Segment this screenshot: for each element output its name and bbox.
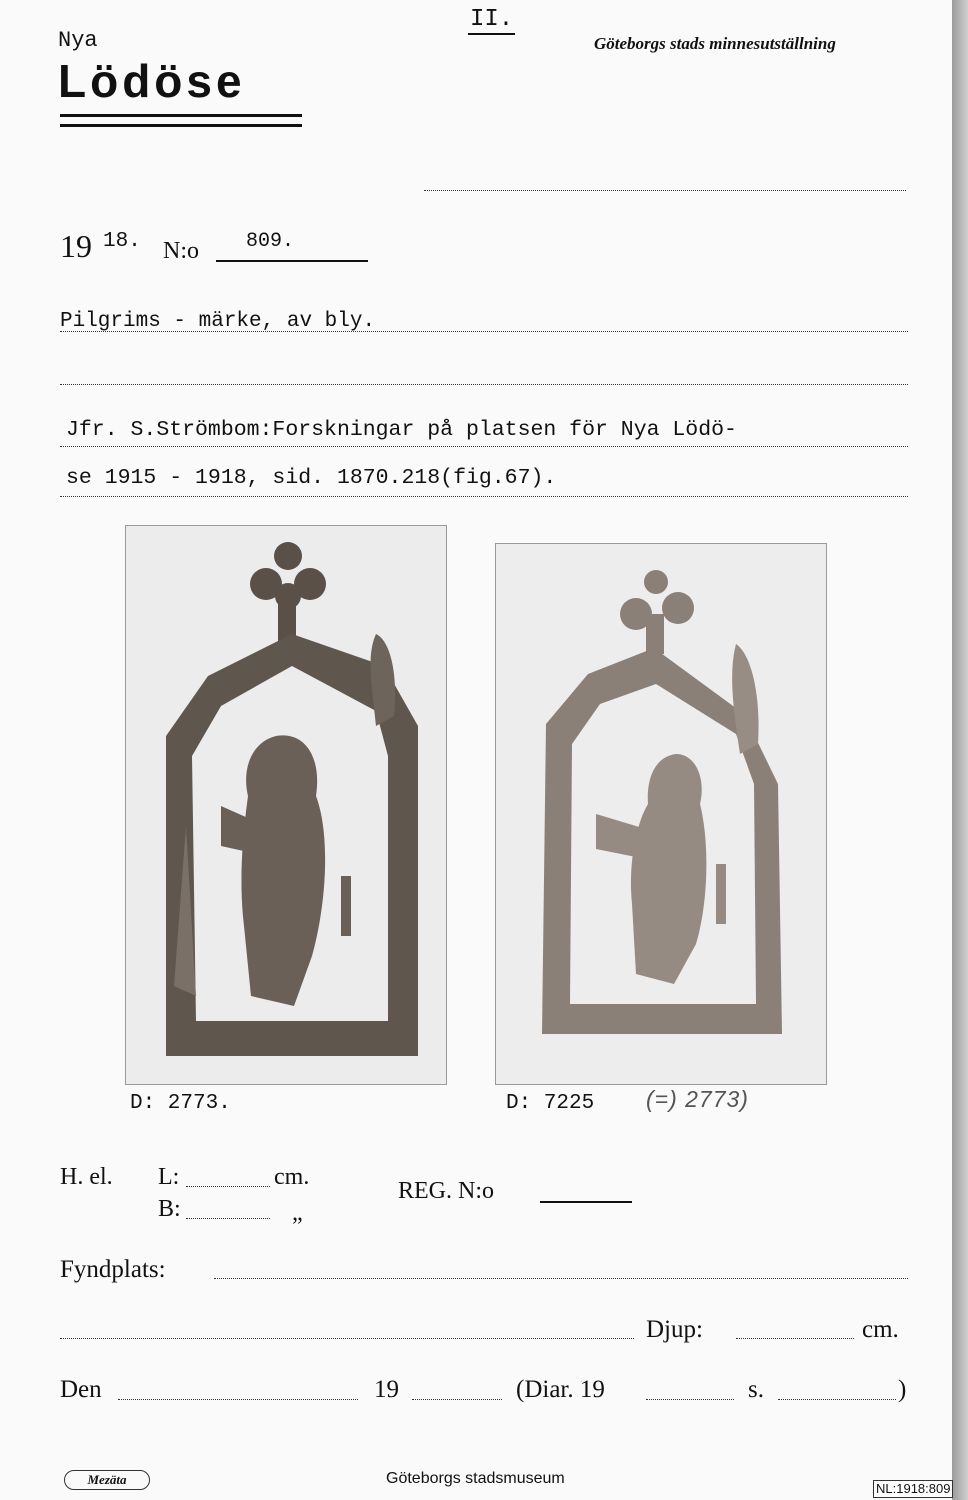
description-line — [60, 331, 908, 332]
width-ditto: „ — [292, 1200, 303, 1226]
diar-s-label: s. — [748, 1376, 764, 1403]
djup-field[interactable] — [736, 1338, 854, 1339]
photo-pilgrim-badge-1 — [126, 526, 446, 1084]
volume-number: II. — [470, 6, 514, 33]
museum-name: Göteborgs stadsmuseum — [386, 1470, 565, 1487]
pilgrim-badge-image — [126, 526, 446, 1084]
den-year-field[interactable] — [412, 1399, 502, 1400]
object-description: Pilgrims - märke, av bly. — [60, 310, 376, 333]
photo-pilgrim-badge-2 — [496, 544, 826, 1084]
number-value: 809. — [246, 230, 295, 253]
djup-unit: cm. — [862, 1316, 899, 1343]
diar-year-field[interactable] — [646, 1399, 734, 1400]
photo-2-handwritten-note: (=) 2773) — [646, 1086, 749, 1112]
photo-1-caption: D: 2773. — [130, 1092, 231, 1115]
length-unit: cm. — [274, 1164, 310, 1190]
title-small: Nya — [58, 28, 98, 53]
fyndplats-field-2[interactable] — [60, 1338, 634, 1339]
diar-s-field[interactable] — [778, 1399, 896, 1400]
reg-label: REG. N:o — [398, 1178, 494, 1204]
reg-number-field[interactable] — [540, 1201, 632, 1203]
diar-close-paren: ) — [898, 1376, 907, 1403]
number-underline — [216, 260, 368, 262]
pilgrim-badge-image — [496, 544, 826, 1084]
den-label: Den — [60, 1376, 102, 1403]
number-label: N:o — [163, 238, 199, 264]
printer-logo — [64, 1470, 150, 1490]
diar-label: (Diar. 19 — [516, 1376, 605, 1403]
blank-line-top — [424, 190, 906, 191]
archive-stamp: NL:1918:809 — [873, 1480, 953, 1498]
reference-underline-2 — [60, 496, 908, 497]
blank-line-2 — [60, 384, 908, 385]
year-prefix: 19 — [60, 228, 92, 264]
djup-label: Djup: — [646, 1316, 703, 1343]
card-edge — [952, 0, 968, 1500]
fyndplats-label: Fyndplats: — [60, 1256, 166, 1283]
year-suffix: 18. — [103, 230, 141, 253]
den-year: 19 — [374, 1376, 399, 1403]
den-date-field[interactable] — [118, 1399, 358, 1400]
width-field[interactable] — [186, 1218, 270, 1219]
title-underline-1 — [60, 114, 302, 117]
reference-line-2: se 1915 - 1918, sid. 1870.218(fig.67). — [66, 466, 557, 490]
fyndplats-field[interactable] — [214, 1278, 908, 1279]
length-field[interactable] — [186, 1186, 270, 1187]
title-large: Lödöse — [58, 55, 246, 107]
length-label: L: — [158, 1164, 180, 1190]
title-underline-2 — [60, 124, 302, 127]
photo-2-caption: D: 7225 — [506, 1092, 595, 1115]
hel-label: H. el. — [60, 1164, 113, 1190]
printer-logo-text: Mezäta — [87, 1472, 127, 1487]
reference-line-1: Jfr. S.Strömbom:Forskningar på platsen för Nya Lödö- — [66, 418, 737, 442]
exhibition-title: Göteborgs stads minnesutställning — [594, 34, 836, 53]
width-label: B: — [158, 1196, 181, 1222]
reference-underline-1 — [60, 446, 908, 447]
